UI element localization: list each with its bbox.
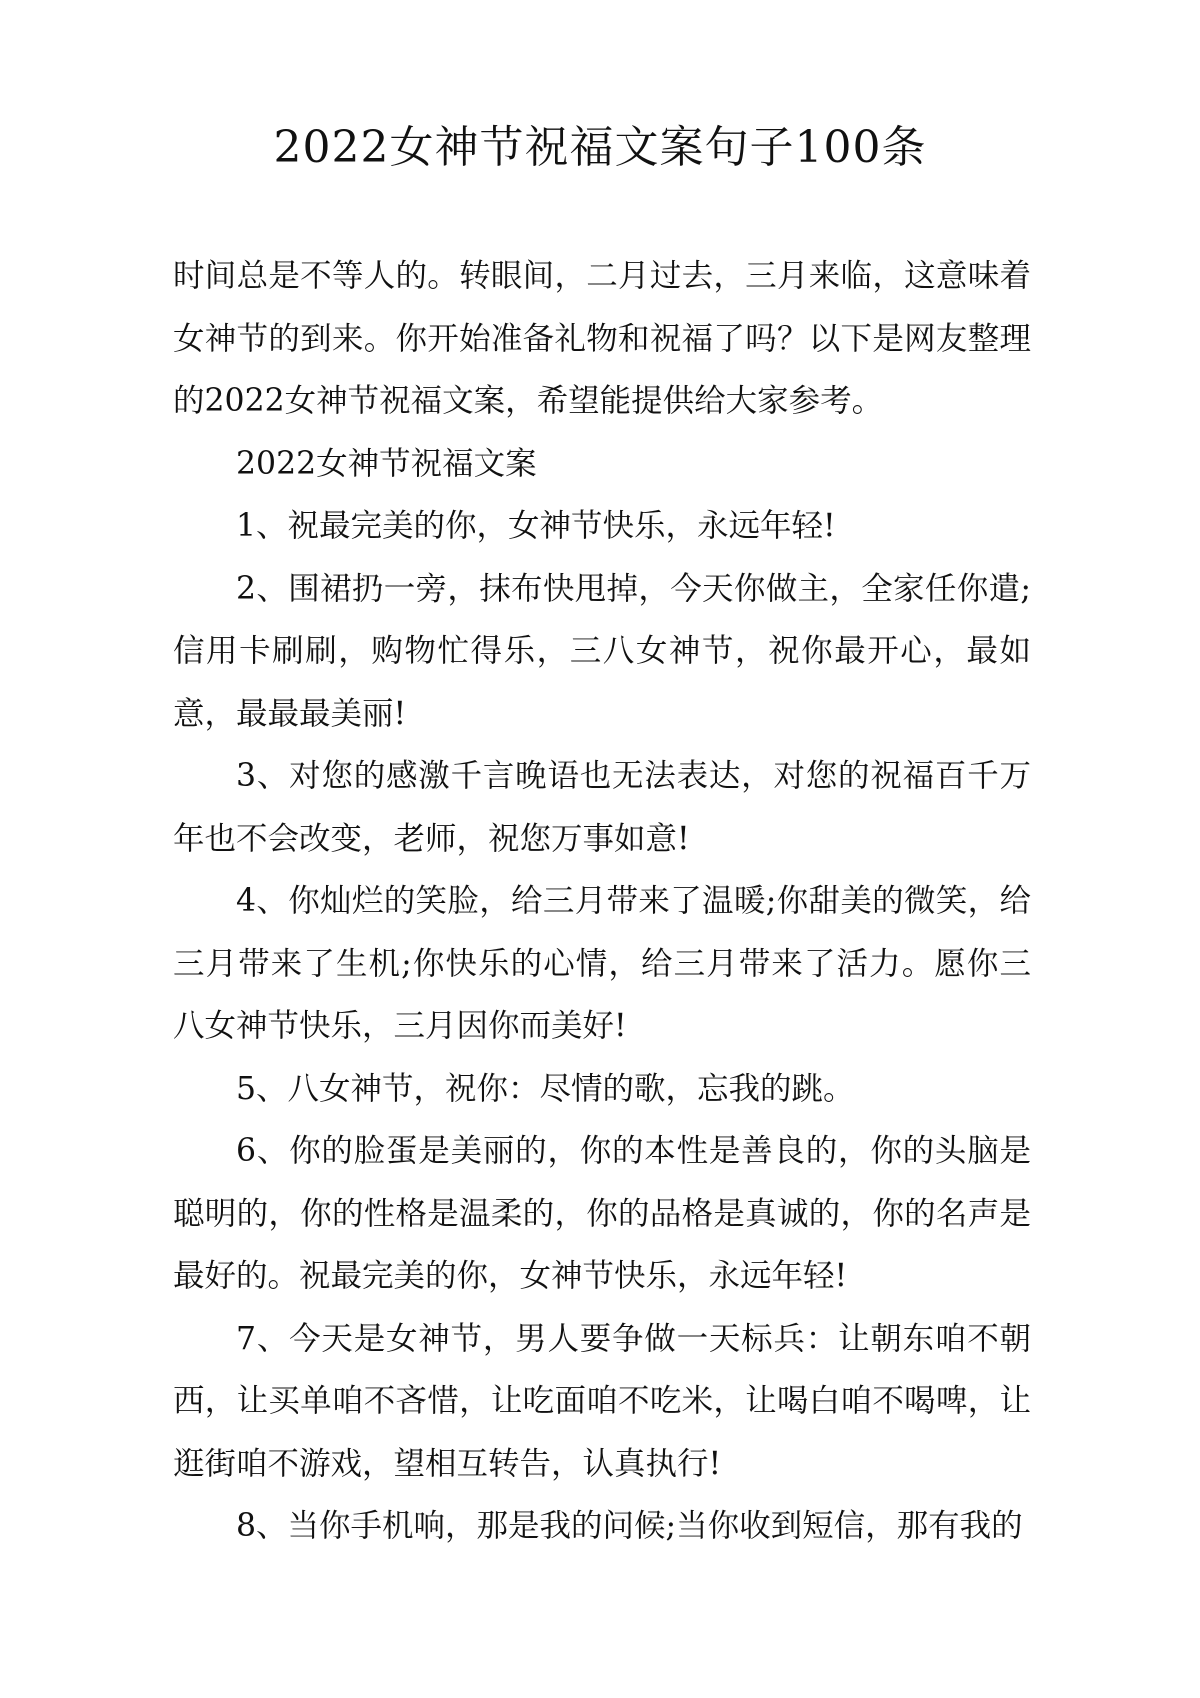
list-item-7: 7、今天是女神节，男人要争做一天标兵：让朝东咱不朝西，让买单咱不吝惜，让吃面咱不吃米，让喝白咱不喝啤，让逛街咱不游戏，望相互转告，认真执行! xyxy=(173,1320,1031,1482)
list-item-2: 2、围裙扔一旁，抹布快甩掉，今天你做主，全家任你遣;信用卡刷刷，购物忙得乐，三八女神节，祝你最开心，最如意，最最最美丽! xyxy=(173,570,1031,732)
list-item-5: 5、八女神节，祝你：尽情的歌，忘我的跳。 xyxy=(236,1070,855,1107)
document-title: 2022女神节祝福文案句子100条 xyxy=(273,122,927,173)
list-item-6: 6、你的脸蛋是美丽的，你的本性是善良的，你的头脑是聪明的，你的性格是温柔的，你的品格是真诚的，你的名声是最好的。祝最完美的你，女神节快乐，永远年轻! xyxy=(173,1133,1031,1294)
section-heading: 2022女神节祝福文案 xyxy=(236,445,537,482)
list-item-8: 8、当你手机响，那是我的问候;当你收到短信，那有我的 xyxy=(236,1508,1023,1544)
list-item-4: 4、你灿烂的笑脸，给三月带来了温暖;你甜美的微笑，给三月带来了生机;你快乐的心情，给三月带来了活力。愿你三八女神节快乐，三月因你而美好! xyxy=(173,883,1031,1044)
list-item-3: 3、对您的感激千言晚语也无法表达，对您的祝福百千万年也不会改变，老师，祝您万事如意! xyxy=(173,758,1031,857)
document-body xyxy=(173,245,1031,1558)
list-item-1: 1、祝最完美的你，女神节快乐，永远年轻! xyxy=(236,508,836,544)
intro-paragraph: 时间总是不等人的。转眼间，二月过去，三月来临，这意味着女神节的到来。你开始准备礼物和祝福了吗？以下是网友整理的2022女神节祝福文案，希望能提供给大家参考。 xyxy=(173,258,1031,419)
